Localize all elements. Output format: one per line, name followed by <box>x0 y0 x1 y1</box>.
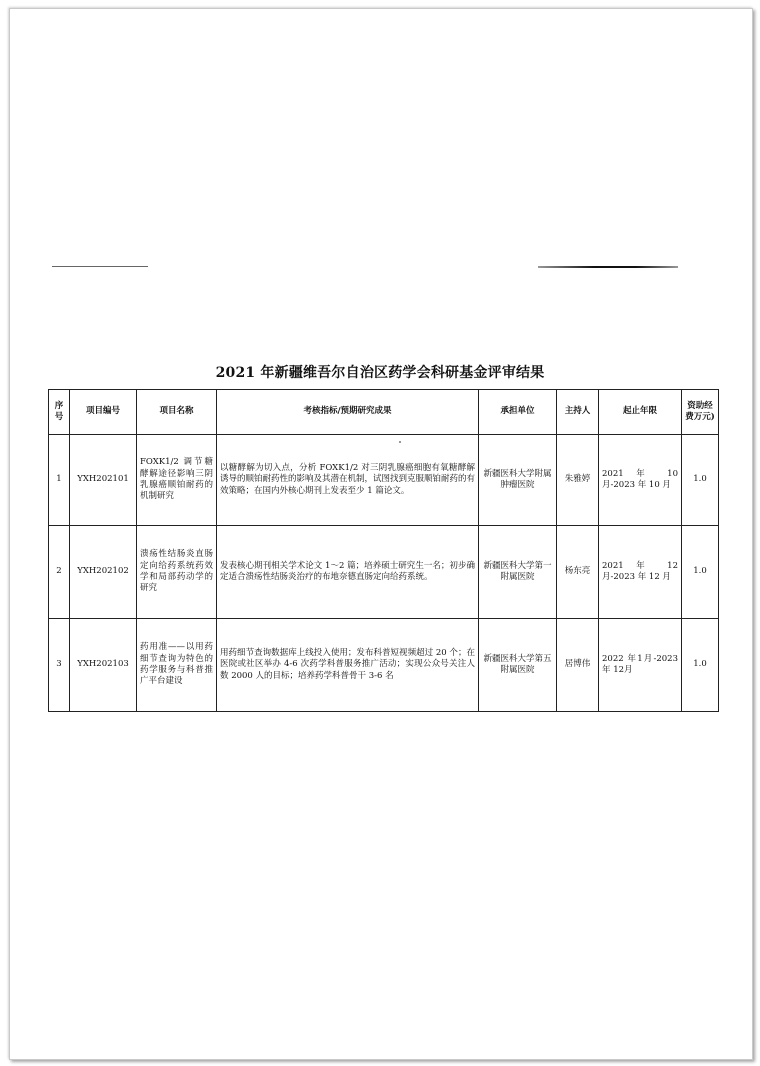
table-row <box>49 619 719 712</box>
cell-period: 2021 年 12 月-2023 年 12 月 <box>599 526 682 619</box>
header-outcome: 考核指标/预期研究成果 <box>217 390 479 435</box>
header-rule-left <box>52 266 148 267</box>
document-title: 2021 年新疆维吾尔自治区药学会科研基金评审结果 <box>215 365 545 381</box>
header-host: 主持人 <box>557 390 599 435</box>
header-seq: 序号 <box>49 390 70 435</box>
table-row <box>49 526 719 619</box>
cell-funding: 1.0 <box>682 526 719 619</box>
cell-outcome: 发表核心期刊相关学术论文 1～2 篇；培养硕士研究生一名；初步确定适合溃疡性结肠炎治疗的布地奈德直肠定向给药系统。 <box>217 526 479 619</box>
scan-speck <box>399 441 401 443</box>
cell-outcome: 用药细节查询数据库上线投入使用；发布科普短视频超过 20 个；在医院或社区举办 4-6 次药学科普服务推广活动；实现公众号关注人数 2000 人的目标；培养药学科普骨干 3-6 名 <box>217 619 479 712</box>
cell-funding: 1.0 <box>682 619 719 712</box>
header-code: 项目编号 <box>70 390 137 435</box>
cell-funding: 1.0 <box>682 435 719 526</box>
cell-period: 2021 年 10 月-2023 年 10 月 <box>599 435 682 526</box>
header-name: 项目名称 <box>137 390 217 435</box>
header-rule-right <box>538 266 678 268</box>
cell-seq: 2 <box>49 526 70 619</box>
cell-name: 药用准——以用药细节查询为特色的药学服务与科普推广平台建设 <box>137 619 217 712</box>
cell-host: 杨东亮 <box>557 526 599 619</box>
header-unit: 承担单位 <box>479 390 557 435</box>
header-funding: 资助经费万元) <box>682 390 719 435</box>
cell-name: FOXK1/2 调节糖酵解途径影响三阴乳腺癌顺铂耐药的机制研究 <box>137 435 217 526</box>
table-row <box>49 435 719 526</box>
cell-unit: 新疆医科大学第五附属医院 <box>479 619 557 712</box>
cell-unit: 新疆医科大学附属肿瘤医院 <box>479 435 557 526</box>
cell-host: 居博伟 <box>557 619 599 712</box>
results-table <box>48 389 719 712</box>
cell-seq: 3 <box>49 619 70 712</box>
cell-code: YXH202101 <box>70 435 137 526</box>
table-header-row <box>49 390 719 435</box>
cell-code: YXH202103 <box>70 619 137 712</box>
header-period: 起止年限 <box>599 390 682 435</box>
cell-host: 朱雅婷 <box>557 435 599 526</box>
cell-code: YXH202102 <box>70 526 137 619</box>
cell-unit: 新疆医科大学第一附属医院 <box>479 526 557 619</box>
cell-name: 溃疡性结肠炎直肠定向给药系统药效学和局部药动学的研究 <box>137 526 217 619</box>
cell-seq: 1 <box>49 435 70 526</box>
cell-period: 2022 年1月-2023 年 12月 <box>599 619 682 712</box>
cell-outcome: 以糖酵解为切入点，分析 FOXK1/2 对三阴乳腺癌细胞有氧糖酵解诱导的顺铂耐药性的影响及其潜在机制，试图找到克服顺铂耐药的有效策略；在国内外核心期刊上发表至少 1 篇论文。 <box>217 435 479 526</box>
